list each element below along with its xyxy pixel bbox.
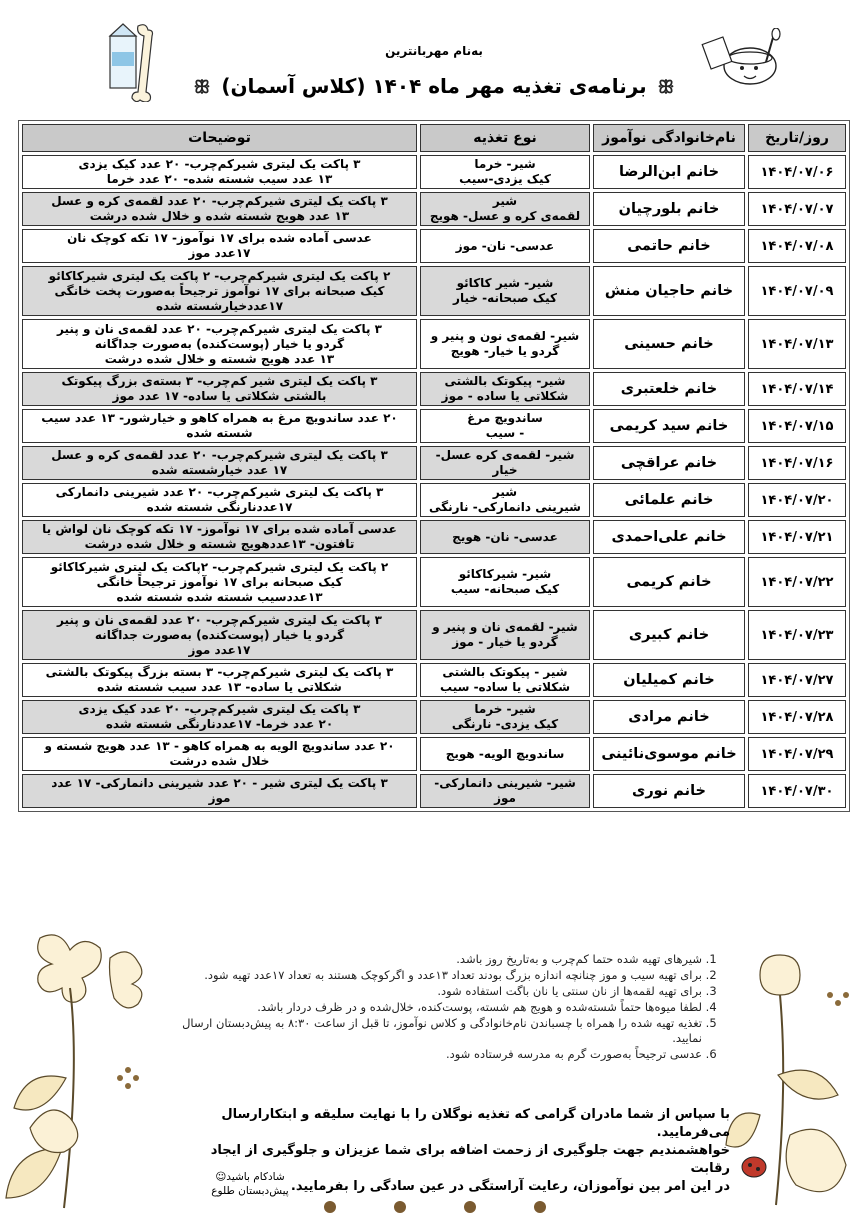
- row-date: ۱۴۰۴/۰۷/۱۴: [748, 372, 846, 406]
- row-date: ۱۴۰۴/۰۷/۱۳: [748, 319, 846, 369]
- ornament-left: ꕥ: [193, 77, 211, 98]
- title-text: برنامه‌ی تغذیه مهر ماه ۱۴۰۴ (کلاس آسمان): [221, 74, 647, 98]
- note-item: 3. برای تهیه لقمه‌ها از نان سنتی یا نان باگت استفاده شود.: [160, 984, 702, 999]
- row-desc: ۳ پاکت یک لیتری شیرکم‌چرب- ۲۰ عدد لقمه‌ی کره و عسل ۱۳ عدد هویج شسته شده و خلال شده درشت: [22, 192, 417, 226]
- thanks-line: با سپاس از شما مادران گرامی که تغذیه نوگلان را با نهایت سلیقه و ابتکارارسال می‌فرمایید.: [221, 1107, 730, 1140]
- signature-line2: پیش‌دبستان طلوع: [211, 1185, 289, 1197]
- row-name: خانم کریمی: [593, 557, 745, 607]
- thanks-line: در این امر بین نوآموزان، رعایت آراستگی در عین سادگی را بفرمایید.: [290, 1179, 730, 1194]
- row-date: ۱۴۰۴/۰۷/۲۷: [748, 663, 846, 697]
- row-date: ۱۴۰۴/۰۷/۲۱: [748, 520, 846, 554]
- row-food: شیر شیرینی دانمارکی- نارنگی: [420, 483, 590, 517]
- row-desc: عدسی آماده شده برای ۱۷ نوآموز- ۱۷ تکه کوچک نان لواش یا تافتون- ۱۳عددهویج شسته و خلال شده درشت: [22, 520, 417, 554]
- table-row: [22, 372, 846, 406]
- row-date: ۱۴۰۴/۰۷/۰۹: [748, 266, 846, 316]
- row-name: خانم حسینی: [593, 319, 745, 369]
- row-food: شیر- شیرینی دانمارکی- موز: [420, 774, 590, 808]
- row-food: شیر - پیکوتک بالشتی شکلاتی یا ساده- سیب: [420, 663, 590, 697]
- row-date: ۱۴۰۴/۰۷/۲۹: [748, 737, 846, 771]
- note-item: 2. برای تهیه سیب و موز چنانچه اندازه بزرگ بودند تعداد ۱۳عدد و اگرکوچک هستند به تعداد ۱۷عدد تهیه شود.: [160, 968, 702, 983]
- header-date: روز/تاریخ: [748, 124, 846, 152]
- table-row: [22, 774, 846, 808]
- note-item: 4. لطفا میوه‌ها حتماً شسته‌شده و هویج هم شسته، پوست‌کنده، خلال‌شده و در ظرف دردار باشد.: [160, 1000, 702, 1015]
- row-food: شیر- شیر کاکائو کیک صبحانه- خیار: [420, 266, 590, 316]
- row-desc: ۳ پاکت یک لیتری شیرکم‌چرب- ۲۰ عدد لقمه‌ی کره و عسل ۱۷ عدد خیارشسته شده: [22, 446, 417, 480]
- table-row: [22, 409, 846, 443]
- row-food: شیر- شیرکاکائو کیک صبحانه- سیب: [420, 557, 590, 607]
- flower-ladybug-illustration: [720, 935, 860, 1225]
- row-name: خانم سید کریمی: [593, 409, 745, 443]
- row-desc: ۳ پاکت یک لیتری شیرکم‌چرب- ۲۰ عدد شیرینی دانمارکی ۱۷عددنارنگی شسته شده: [22, 483, 417, 517]
- row-name: خانم علی‌احمدی: [593, 520, 745, 554]
- row-food: ساندویچ الویه- هویج: [420, 737, 590, 771]
- note-item: 5. تغذیه تهیه شده را همراه با چسباندن نام‌خانوادگی و کلاس نوآموز، تا قبل از ساعت ۸:۳۰ به پیش‌دبستان ارسال نمایید.: [160, 1016, 702, 1046]
- row-name: خانم نوری: [593, 774, 745, 808]
- notes-section: [160, 952, 720, 1063]
- row-name: خانم موسوی‌نائینی: [593, 737, 745, 771]
- note-item: 1. شیرهای تهیه شده حتما کم‌چرب و به‌تاریخ روز باشد.: [160, 952, 702, 967]
- note-item: 6. عدسی ترجیحاً به‌صورت گرم به مدرسه فرستاده شود.: [160, 1047, 702, 1062]
- row-name: خانم حاجیان منش: [593, 266, 745, 316]
- row-name: خانم کمیلیان: [593, 663, 745, 697]
- row-desc: ۲۰ عدد ساندویچ الویه به همراه کاهو - ۱۳ عدد هویج شسته و خلال شده درشت: [22, 737, 417, 771]
- row-name: خانم مرادی: [593, 700, 745, 734]
- row-food: عدسی- نان- موز: [420, 229, 590, 263]
- thanks-line: خواهشمندیم جهت جلوگیری از زحمت اضافه برای شما عزیزان و جلوگیری از ایجاد رقابت: [210, 1143, 730, 1176]
- row-date: ۱۴۰۴/۰۷/۲۳: [748, 610, 846, 660]
- row-name: خانم عراقچی: [593, 446, 745, 480]
- table-row: [22, 446, 846, 480]
- row-date: ۱۴۰۴/۰۷/۱۵: [748, 409, 846, 443]
- ornament-right: ꕥ: [657, 77, 675, 98]
- header-name: نام‌خانوادگی نوآموز: [593, 124, 745, 152]
- table-row: [22, 155, 846, 189]
- row-name: خانم بلورچیان: [593, 192, 745, 226]
- decorative-dots: [300, 1192, 600, 1222]
- row-food: شیر- خرما کیک یزدی- نارنگی: [420, 700, 590, 734]
- row-desc: ۳ پاکت یک لیتری شیر - ۲۰ عدد شیرینی دانمارکی- ۱۷ عدد موز: [22, 774, 417, 808]
- row-food: شیر- خرما کیک یزدی-سیب: [420, 155, 590, 189]
- row-food: شیر- لقمه‌ی نان و پنیر و گردو یا خیار - موز: [420, 610, 590, 660]
- table-row: [22, 663, 846, 697]
- row-name: خانم علمائی: [593, 483, 745, 517]
- nutrition-schedule-table: [18, 120, 850, 812]
- row-name: خانم کبیری: [593, 610, 745, 660]
- row-food: شیر لقمه‌ی کره و عسل- هویج: [420, 192, 590, 226]
- table-row: [22, 557, 846, 607]
- table-row: [22, 610, 846, 660]
- row-food: شیر- پیکوتک بالشتی شکلاتی یا ساده - موز: [420, 372, 590, 406]
- row-desc: عدسی آماده شده برای ۱۷ نوآموز- ۱۷ تکه کوچک نان ۱۷عدد موز: [22, 229, 417, 263]
- table-row: [22, 483, 846, 517]
- table-row: [22, 700, 846, 734]
- row-date: ۱۴۰۴/۰۷/۲۲: [748, 557, 846, 607]
- table-row: [22, 520, 846, 554]
- row-date: ۱۴۰۴/۰۷/۰۸: [748, 229, 846, 263]
- row-food: عدسی- نان- هویج: [420, 520, 590, 554]
- signature-line1: شادکام باشید☺: [215, 1171, 285, 1183]
- row-desc: ۳ پاکت یک لیتری شیرکم‌چرب- ۳ بسته بزرگ پیکوتک بالشتی شکلاتی یا ساده- ۱۳ عدد سیب شسته شده: [22, 663, 417, 697]
- row-desc: ۲۰ عدد ساندویچ مرغ به همراه کاهو و خیارشور- ۱۳ عدد سیب شسته شده: [22, 409, 417, 443]
- row-food: ساندویچ مرغ - سیب: [420, 409, 590, 443]
- row-date: ۱۴۰۴/۰۷/۲۸: [748, 700, 846, 734]
- flower-butterfly-illustration: [0, 928, 170, 1228]
- row-name: خانم خلعتبری: [593, 372, 745, 406]
- table-row: [22, 319, 846, 369]
- row-desc: ۳ پاکت یک لیتری شیر کم‌چرب- ۳ بسته‌ی بزرگ پیکوتک بالشتی شکلاتی یا ساده- ۱۷ عدد موز: [22, 372, 417, 406]
- row-date: ۱۴۰۴/۰۷/۳۰: [748, 774, 846, 808]
- table-row: [22, 737, 846, 771]
- row-desc: ۳ پاکت یک لیتری شیرکم‌چرب- ۲۰ عدد کیک یزدی ۱۳ عدد سیب شسته شده- ۲۰ عدد خرما: [22, 155, 417, 189]
- row-name: خانم ابن‌الرضا: [593, 155, 745, 189]
- page-title: [0, 74, 868, 98]
- row-date: ۱۴۰۴/۰۷/۰۶: [748, 155, 846, 189]
- row-desc: ۲ پاکت یک لیتری شیرکم‌چرب- ۲ پاکت یک لیتری شیرکاکائو کیک صبحانه برای ۱۷ نوآموز ترجیحاً به‌صورت پخت خانگی ۱۷عددخیارشسته شده: [22, 266, 417, 316]
- table-row: [22, 266, 846, 316]
- row-food: شیر- لقمه‌ی نون و پنیر و گردو یا خیار- هویج: [420, 319, 590, 369]
- row-name: خانم حاتمی: [593, 229, 745, 263]
- header-food: نوع تغذیه: [420, 124, 590, 152]
- basmala-line: به‌نام مهربانترین: [385, 44, 483, 58]
- row-date: ۱۴۰۴/۰۷/۱۶: [748, 446, 846, 480]
- row-date: ۱۴۰۴/۰۷/۲۰: [748, 483, 846, 517]
- row-desc: ۳ پاکت یک لیتری شیرکم‌چرب- ۲۰ عدد لقمه‌ی نان و پنیر گردو یا خیار (پوست‌کنده) به‌صورت جداگانه ۱۳ عدد هویج شسته و خلال شده درشت: [22, 319, 417, 369]
- row-date: ۱۴۰۴/۰۷/۰۷: [748, 192, 846, 226]
- table-header-row: [22, 124, 846, 152]
- row-desc: ۳ پاکت یک لیتری شیرکم‌چرب- ۲۰ عدد لقمه‌ی نان و پنیر گردو یا خیار (پوست‌کنده) به‌صورت جداگانه ۱۷عدد موز: [22, 610, 417, 660]
- row-desc: ۳ پاکت یک لیتری شیرکم‌چرب- ۲۰ عدد کیک یزدی ۲۰ عدد خرما- ۱۷عددنارنگی شسته شده: [22, 700, 417, 734]
- table-row: [22, 192, 846, 226]
- row-desc: ۲ پاکت یک لیتری شیرکم‌چرب- ۲پاکت یک لیتری شیرکاکائو کیک صبحانه برای ۱۷ نوآموز ترجیحاً خانگی ۱۳عددسیب شسته شده شسته شده: [22, 557, 417, 607]
- row-food: شیر- لقمه‌ی کره عسل- خیار: [420, 446, 590, 480]
- signature: [200, 1170, 300, 1198]
- header-desc: توضیحات: [22, 124, 417, 152]
- table-row: [22, 229, 846, 263]
